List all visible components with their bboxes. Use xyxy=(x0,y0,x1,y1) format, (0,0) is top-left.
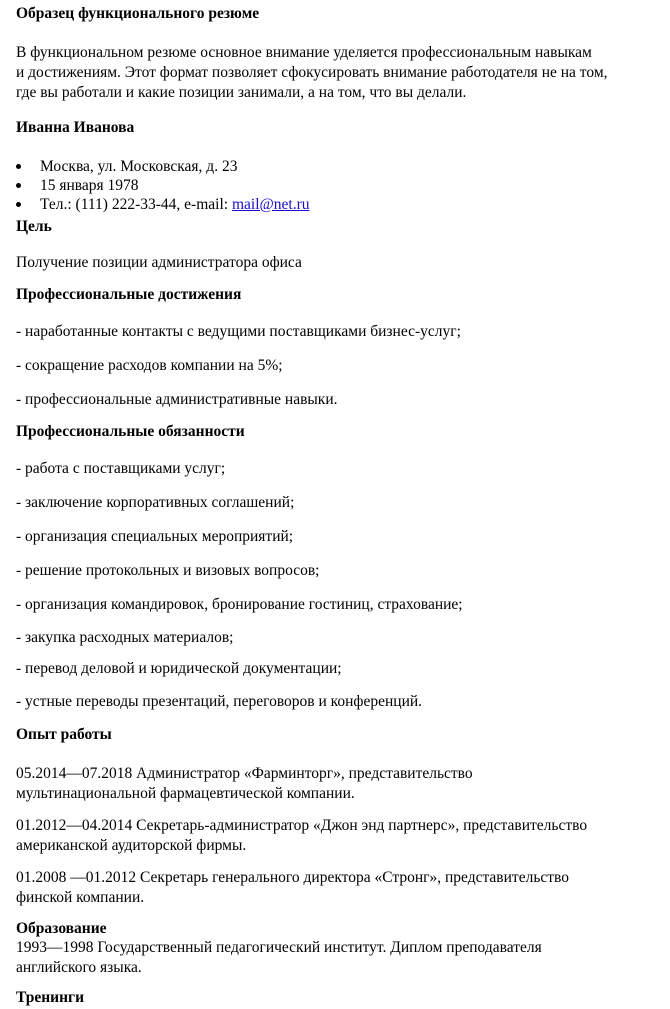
education-line: английского языка. xyxy=(16,959,142,976)
list-item: - решение протокольных и визовых вопросов; xyxy=(16,562,320,579)
education-line: 1993—1998 Государственный педагогический институт. Диплом преподавателя xyxy=(16,939,542,956)
job-line: американской аудиторской фирмы. xyxy=(16,837,247,854)
list-item xyxy=(16,195,310,214)
list-item: - организация командировок, бронирование гостиниц, страхование; xyxy=(16,596,463,613)
list-item: - перевод деловой и юридической документации; xyxy=(16,660,342,677)
education-heading: Образование xyxy=(16,920,107,937)
list-item xyxy=(16,176,310,195)
intro-line: и достижениям. Этот формат позволяет сфокусировать внимание работодателя не на том, xyxy=(16,64,608,81)
list-item: - профессиональные административные навыки. xyxy=(16,391,338,408)
list-item: - устные переводы презентаций, переговоров и конференций. xyxy=(16,693,423,710)
intro-line: где вы работали и какие позиции занимали, а на том, что вы делали. xyxy=(16,84,467,101)
trainings-heading: Тренинги xyxy=(16,989,85,1006)
job-entry xyxy=(16,816,587,856)
job-line: 01.2012—04.2014 Секретарь-администратор «Джон энд партнерс», представительство xyxy=(16,817,588,834)
education-entry xyxy=(16,938,542,978)
duties-heading: Профессиональные обязанности xyxy=(16,423,245,440)
job-entry xyxy=(16,764,473,804)
experience-heading: Опыт работы xyxy=(16,726,112,743)
birthdate: 15 января 1978 xyxy=(40,177,139,194)
bullet-icon xyxy=(16,183,21,188)
bullet-icon xyxy=(16,164,21,169)
list-item: - сокращение расходов компании на 5%; xyxy=(16,357,283,374)
job-line: 01.2008 —01.2012 Секретарь генерального директора «Стронг», представительство xyxy=(16,869,569,886)
list-item: - закупка расходных материалов; xyxy=(16,629,234,646)
job-line: 05.2014—07.2018 Администратор «Фарминторг», представительство xyxy=(16,765,473,782)
job-entry xyxy=(16,868,569,908)
achievements-heading: Профессиональные достижения xyxy=(16,286,242,303)
intro-paragraph xyxy=(16,43,608,103)
phone-label: Тел.: (111) 222-33-44, e-mail: xyxy=(40,196,232,213)
goal-heading: Цель xyxy=(16,218,52,235)
intro-line: В функциональном резюме основное внимание уделяется профессиональным навыкам xyxy=(16,44,592,61)
contact-list xyxy=(16,157,310,214)
list-item: - наработанные контакты с ведущими поставщиками бизнес-услуг; xyxy=(16,323,461,340)
bullet-icon xyxy=(16,202,21,207)
address: Москва, ул. Московская, д. 23 xyxy=(40,158,238,175)
list-item: - работа с поставщиками услуг; xyxy=(16,460,226,477)
email-link[interactable]: mail@net.ru xyxy=(231,196,310,213)
candidate-name: Иванна Иванова xyxy=(16,119,135,136)
list-item: - заключение корпоративных соглашений; xyxy=(16,494,295,511)
list-item xyxy=(16,157,310,176)
page-title: Образец функционального резюме xyxy=(16,5,260,22)
list-item: - организация специальных мероприятий; xyxy=(16,528,294,545)
job-line: финской компании. xyxy=(16,889,145,906)
goal-text: Получение позиции администратора офиса xyxy=(16,254,302,271)
job-line: мультинациональной фармацевтической компании. xyxy=(16,785,355,802)
